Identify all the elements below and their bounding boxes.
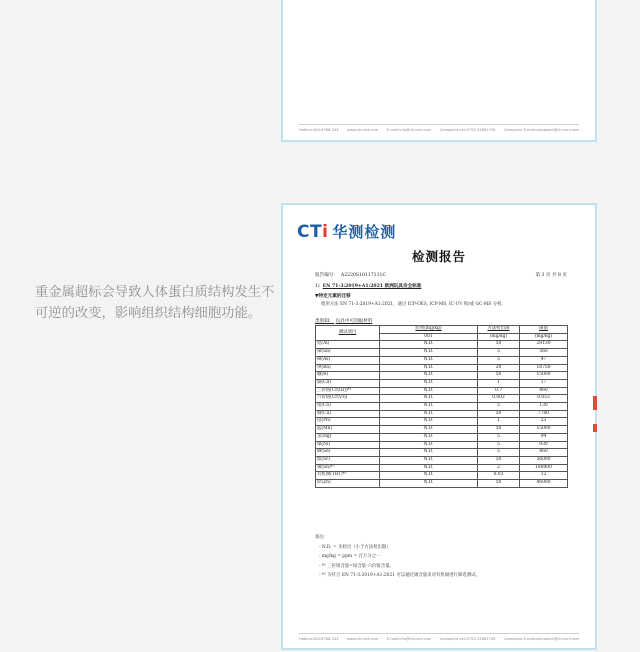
cell-limit: 15000 (520, 372, 568, 380)
cell-item: 有机锡(TBT)*² (316, 472, 380, 480)
cell-result: N.D. (380, 356, 478, 364)
cell-mdl: 5 (478, 433, 520, 441)
cell-item: 镍(Ni) (316, 441, 380, 449)
cell-result: N.D. (380, 410, 478, 418)
table-row (316, 356, 568, 364)
header-mdl-unit: (mg/kg) (478, 333, 520, 341)
page-info: 第 3 页 共 8 页 (535, 273, 567, 278)
cell-result: N.D. (380, 464, 478, 472)
table-row (316, 433, 568, 441)
standard-name: EN 71-3:2019+A1:2021 欧洲玩具安全标准 (322, 284, 422, 289)
cell-result: N.D. (380, 449, 478, 457)
report-number-value: A2220S10117111C (340, 273, 386, 278)
logo-mark (297, 222, 328, 242)
cell-limit: 94 (520, 433, 568, 441)
report-page-previous (281, 0, 597, 142)
cell-mdl: 50 (478, 410, 520, 418)
category-value: 玩具中可刮取材料 (335, 319, 373, 324)
header-limit: 限值 (520, 326, 568, 334)
cell-result: N.D. (380, 349, 478, 357)
cell-item: 铝(Al) (316, 341, 380, 349)
note-line: - mg/kg = ppm = 百万分之一 (319, 554, 381, 560)
cell-limit: 17 (520, 379, 568, 387)
cell-item: 六价铬(Cr(VI)) (316, 395, 380, 403)
report-number-label: 报告编号 (315, 273, 334, 278)
cell-item: 汞(Hg) (316, 433, 380, 441)
cell-item: 三价铬(Cr(III))*¹ (316, 387, 380, 395)
cell-item: 钴(Co) (316, 403, 380, 411)
page-footer (299, 633, 579, 641)
side-caption: 重金属超标会导致人体蛋白质结构发生不可逆的改变，影响组织结构细胞功能。 (35, 285, 275, 321)
cell-limit: 23 (520, 418, 568, 426)
table-row (316, 472, 568, 480)
report-title: 检测报告 (411, 249, 466, 264)
cell-item: 钡(Ba) (316, 364, 380, 372)
footer-hotline: Hotline:400-6788-333 (299, 637, 339, 641)
cell-mdl: 50 (478, 456, 520, 464)
cell-limit: 47 (520, 356, 568, 364)
table-row (316, 418, 568, 426)
standard-prefix: 1) (315, 284, 320, 289)
cell-item: 镉(Cd) (316, 379, 380, 387)
cell-limit: 15000 (520, 426, 568, 434)
cell-mdl: 0.03 (478, 472, 520, 480)
footer-complaint-call: Complaint call:0755-33681700 (439, 128, 496, 132)
report-number: 报告编号： A2220S10117111C (315, 273, 386, 278)
cell-item: 砷(As) (316, 356, 380, 364)
cell-result: N.D. (380, 403, 478, 411)
cell-item: 锶(Sr) (316, 456, 380, 464)
header-result: 结果(mg/kg) (380, 326, 478, 334)
table-header-row (316, 326, 568, 334)
cell-result: N.D. (380, 372, 478, 380)
cell-mdl: 50 (478, 341, 520, 349)
cell-mdl: 2 (478, 464, 520, 472)
edge-stamp-mark (593, 396, 597, 410)
cell-limit: 130 (520, 403, 568, 411)
table-row (316, 364, 568, 372)
cell-limit: 180000 (520, 464, 568, 472)
table-row (316, 449, 568, 457)
footer-complaint-call: Complaint call:0755-33681700 (439, 637, 496, 641)
footer-website: www.cti-cert.com (347, 637, 379, 641)
cell-mdl: 5 (478, 356, 520, 364)
cell-limit: 7700 (520, 410, 568, 418)
cell-result: N.D. (380, 426, 478, 434)
cell-mdl: 1 (478, 379, 520, 387)
page-footer (299, 124, 579, 132)
cell-mdl: 0.7 (478, 387, 520, 395)
cell-result: N.D. (380, 433, 478, 441)
table-row (316, 403, 568, 411)
cell-mdl: 0.002 (478, 395, 520, 403)
cti-logo (297, 221, 396, 242)
footer-complaint-email: Complaint E-mail:complaint@cti-cert.com (503, 637, 579, 641)
logo-chinese-name: 华测检测 (332, 223, 397, 241)
table-row (316, 441, 568, 449)
header-mdl: 方法检出限 (478, 326, 520, 334)
cell-mdl: 50 (478, 480, 520, 488)
cell-item: 锰(Mn) (316, 426, 380, 434)
cell-limit: 18750 (520, 364, 568, 372)
table-row (316, 341, 568, 349)
note-line: - *¹ 三价铬含量=铬含量-六价铬含量。 (319, 563, 394, 569)
cell-mdl: 5 (478, 449, 520, 457)
report-meta (315, 272, 567, 278)
test-method: 使用方法 EN 71-3:2019+A1:2021，通过 ICP-OES, ICP-MS, IC-UV 和/或 GC-MS 分析。 (321, 302, 506, 307)
cell-result: N.D. (380, 395, 478, 403)
cell-result: N.D. (380, 441, 478, 449)
category-label: 类别III： (315, 319, 335, 324)
table-row (316, 410, 568, 418)
cell-item: 硒(Se) (316, 449, 380, 457)
logo-mark-ct: CT (297, 221, 323, 242)
cell-limit: 0.053 (520, 395, 568, 403)
cell-limit: 560 (520, 349, 568, 357)
footer-hotline: Hotline:400-6788-333 (299, 128, 339, 132)
table-row (316, 379, 568, 387)
table-row (316, 372, 568, 380)
cell-result: N.D. (380, 341, 478, 349)
cell-result: N.D. (380, 387, 478, 395)
footer-complaint-email: Complaint E-mail:complaint@cti-cert.com (503, 128, 579, 132)
header-sample-no: 001 (380, 333, 478, 341)
category-line (315, 318, 372, 324)
notes-title: 备注： (315, 535, 329, 540)
edge-stamp-mark (593, 424, 597, 432)
cell-result: N.D. (380, 480, 478, 488)
cell-mdl: 5 (478, 403, 520, 411)
notes (315, 533, 480, 581)
table-row (316, 387, 568, 395)
cell-mdl: 50 (478, 426, 520, 434)
footer-website: www.cti-cert.com (347, 128, 379, 132)
cell-mdl: 50 (478, 372, 520, 380)
header-limit-unit: (mg/kg) (520, 333, 568, 341)
cell-limit: 460 (520, 449, 568, 457)
table-row (316, 480, 568, 488)
cell-mdl: 1 (478, 418, 520, 426)
footer-email: E-mail:info@cti-cert.com (386, 637, 432, 641)
table-row (316, 395, 568, 403)
cell-result: N.D. (380, 364, 478, 372)
logo-mark-i: i (322, 221, 329, 242)
results-table (315, 325, 568, 488)
note-line: - N.D. = 未检出（小于方法检出限） (319, 544, 391, 550)
cell-result: N.D. (380, 418, 478, 426)
sub-heading: ▼特定元素的迁移 (315, 294, 351, 299)
cell-limit: 28130 (520, 341, 568, 349)
cell-limit: 46000 (520, 480, 568, 488)
header-item: 测试项目 (316, 326, 380, 341)
cell-item: 锡(Sn)*² (316, 464, 380, 472)
cell-mdl: 5 (478, 441, 520, 449)
note-line: - *² 为符合 EN 71-3:2019+A1:2021 可以通过锡含量来对有机锡进行筛选测试。 (319, 573, 480, 579)
cell-limit: 930 (520, 441, 568, 449)
cell-item: 锑(Sb) (316, 349, 380, 357)
report-page (281, 203, 597, 650)
cell-item: 铅(Pb) (316, 418, 380, 426)
cell-result: N.D. (380, 379, 478, 387)
footer-email: E-mail:info@cti-cert.com (386, 128, 432, 132)
cell-item: 硼(B) (316, 372, 380, 380)
table-row (316, 464, 568, 472)
cell-mdl: 5 (478, 349, 520, 357)
cell-limit: 460 (520, 387, 568, 395)
cell-result: N.D. (380, 456, 478, 464)
cell-result: N.D. (380, 472, 478, 480)
cell-limit: 56000 (520, 456, 568, 464)
table-row (316, 426, 568, 434)
cell-limit: 12 (520, 472, 568, 480)
table-row (316, 456, 568, 464)
standard-line (315, 283, 421, 289)
table-row (316, 349, 568, 357)
cell-item: 铜(Cu) (316, 410, 380, 418)
cell-item: 锌(Zn) (316, 480, 380, 488)
cell-mdl: 20 (478, 364, 520, 372)
